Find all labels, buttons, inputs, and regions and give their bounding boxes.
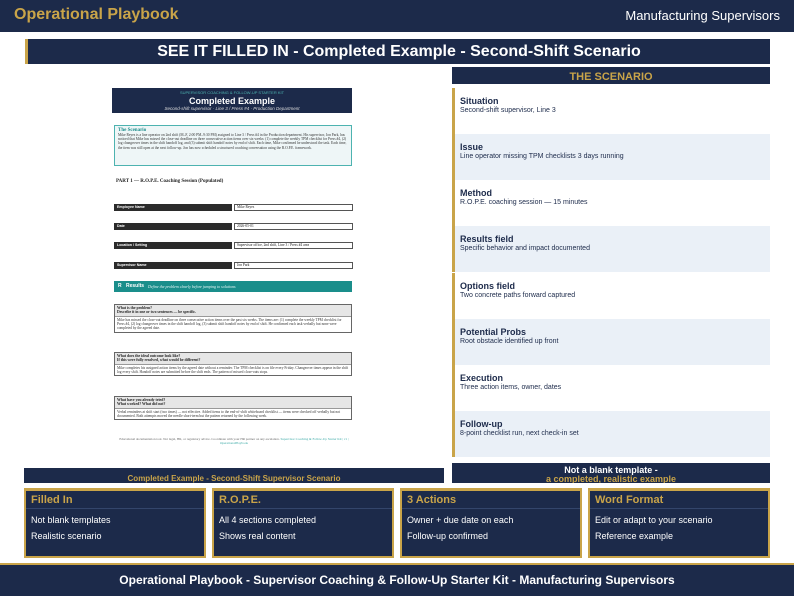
feature-card-rope: [212, 488, 394, 558]
feature-card-line: Follow-up confirmed: [407, 531, 489, 541]
feature-card-3-actions: [400, 488, 582, 558]
document-title: Completed Example: [188, 96, 276, 106]
question-header: [115, 305, 351, 317]
document-scenario-title: The Scenario: [118, 128, 147, 133]
question-answer: Verbal reminders at shift start (two times) — not effective. Added items to the end-of-shift whiteboard checklist — items were checked off verbally but not documented. Both attempts moved the needle short-term but the pattern returned by the following week.: [117, 409, 341, 419]
document-caption: [24, 468, 444, 483]
document-kit-label: SUPERVISOR COACHING & FOLLOW-UP STARTER KIT: [179, 90, 285, 95]
document-caption-text: Completed Example - Second-Shift Supervisor Scenario: [127, 474, 341, 483]
scenario-heading-text: THE SCENARIO: [569, 71, 653, 83]
form-row-employee: [114, 204, 353, 211]
feature-card-word-format: [588, 488, 770, 558]
document-footer-text: Educational documentation tool. Not legal, HR, or regulatory advice. Coordinate with your HR partner on any escalation.: [119, 437, 280, 441]
form-row-supervisor: [114, 262, 353, 269]
scenario-callout: [452, 463, 770, 483]
results-letter: R: [118, 283, 122, 289]
brand-title: Operational Playbook: [14, 6, 179, 23]
feature-card-line: All 4 sections completed: [219, 515, 317, 525]
scenario-row-issue: [452, 134, 770, 180]
form-label: Location / Setting: [114, 242, 232, 249]
form-value: 2026-05-01: [234, 223, 353, 230]
form-row-location: [114, 242, 353, 249]
question-header: [115, 353, 351, 365]
audience-label: Manufacturing Supervisors: [625, 8, 780, 23]
question-text: What is the problem?: [117, 306, 153, 310]
feature-card-line: Reference example: [595, 531, 674, 541]
scenario-row-value: Three action items, owner, dates: [460, 384, 562, 391]
scenario-row-value: 8-point checklist run, next check-in set: [460, 430, 579, 437]
feature-card-divider: [590, 508, 768, 509]
question-answer: Mike has missed the close-out deadline on three consecutive action items over the past six weeks. The items are: (1) complete the weekly TPM checklist for Press #4, (2) log changeover times in the shift handoff log, (3) submit shift handoff notes by end of shift. He confirmed each task verbally but none were completed by the agreed date.: [117, 317, 342, 331]
question-prompt: If this were fully resolved, what would be different?: [117, 358, 201, 363]
feature-card-line: Owner + due date on each: [407, 515, 514, 525]
scenario-row-value: Specific behavior and impact documented: [460, 245, 590, 252]
feature-card-title: 3 Actions: [407, 494, 457, 506]
scenario-callout-line2: a completed, realistic example: [545, 474, 677, 483]
feature-card-line: Edit or adapt to your scenario: [595, 515, 713, 525]
document-subtitle: Second-shift supervisor · Line 3 / Press #4 · Production Department: [164, 106, 300, 111]
feature-card-line: Shows real content: [219, 531, 296, 541]
scenario-row-follow-up: [452, 411, 770, 457]
question-text: What does the ideal outcome look like?: [117, 354, 181, 358]
scenario-row-label: Options field: [460, 281, 515, 291]
scenario-row-options: [452, 273, 770, 319]
scenario-callout-line1: Not a blank template -: [564, 465, 658, 475]
scenario-row-label: Execution: [460, 373, 504, 383]
question-prompt: Describe it in one or two sentences — be specific.: [117, 310, 197, 315]
form-value: Jon Park: [234, 262, 353, 269]
question-prompt: What worked? What did not?: [117, 402, 166, 407]
form-label: Supervisor Name: [114, 262, 232, 269]
question-header: [115, 397, 351, 409]
feature-card-title: Word Format: [595, 494, 664, 506]
scenario-heading: [452, 67, 770, 84]
scenario-row-value: Line operator missing TPM checklists 3 days running: [460, 153, 624, 160]
page-footer: [0, 563, 794, 596]
question-answer: Mike completes his assigned action items by the agreed date without a reminder. The TPM checklist is on file every Friday. Changeover times appear in the shift log every shift. Handoff notes are submitted before the shift ends. The pattern of missed close-outs stops.: [117, 365, 349, 375]
form-value: Mike Reyes: [234, 204, 353, 211]
feature-card-line: Not blank templates: [31, 515, 111, 525]
document-scenario-box: [114, 125, 352, 166]
scenario-row-label: Potential Probs: [460, 327, 527, 337]
form-row-date: [114, 223, 353, 230]
form-label: Employee Name: [114, 204, 232, 211]
feature-card-title: Filled In: [31, 494, 73, 506]
scenario-row-method: [452, 180, 770, 226]
scenario-row-value: Two concrete paths forward captured: [460, 292, 576, 299]
document-footer-link: Supervisor Coaching & Follow-Up Starter Kit | v1 | OperationalPlaybook: [219, 437, 349, 446]
feature-card-title: R.O.P.E.: [219, 494, 261, 506]
document-header: [112, 88, 352, 113]
question-text: What have you already tried?: [117, 398, 166, 402]
scenario-row-value: R.O.P.E. coaching session — 15 minutes: [460, 199, 588, 206]
scenario-row-label: Results field: [460, 234, 514, 244]
scenario-row-label: Situation: [460, 96, 499, 106]
form-label: Date: [114, 223, 232, 230]
question-box: [114, 304, 352, 333]
document-scenario-text: Mike Reyes is a line operator on 2nd shift (M–F, 2:00 PM–9:30 PM) assigned to Line 3 / Press #4 in the Production department. His supervisor, Jon Park, has noticed that Mike has missed the close-out deadline on three consecutive action items over six weeks: (1) complete the weekly TPM checklist for Press #4, (2) log changeover times in the shift handoff log, and (3) submit shift handoff notes by end of shift. Each time, Mike confirmed he understood the task. Each time, the item was still open at the next follow-up. Jon has now scheduled a structured coaching conversation using the R.O.P.E. framework.: [118, 133, 347, 150]
question-box: [114, 352, 352, 376]
top-header-bar: [0, 0, 794, 32]
scenario-row-value: Second-shift supervisor, Line 3: [460, 107, 556, 114]
feature-card-divider: [214, 508, 392, 509]
feature-card-line: Realistic scenario: [31, 531, 102, 541]
page-banner: [25, 39, 770, 64]
scenario-row-label: Method: [460, 188, 492, 198]
results-title: Results: [126, 283, 145, 289]
scenario-row-results: [452, 226, 770, 272]
feature-card-filled-in: [24, 488, 206, 558]
banner-title: SEE IT FILLED IN - Completed Example - Second-Shift Scenario: [157, 43, 641, 60]
scenario-row-situation: [452, 88, 770, 134]
footer-text: Operational Playbook - Supervisor Coaching & Follow-Up Starter Kit - Manufacturing Supervisors: [119, 573, 675, 587]
scenario-row-execution: [452, 365, 770, 411]
scenario-row-potential-probs: [452, 319, 770, 365]
feature-card-divider: [26, 508, 204, 509]
document-part-title: PART 1 — R.O.P.E. Coaching Session (Populated): [116, 179, 224, 184]
scenario-row-label: Follow-up: [460, 419, 503, 429]
form-value: Supervisor office, 2nd shift, Line 3 / Press #4 area: [234, 242, 353, 249]
scenario-row-value: Root obstacle identified up front: [460, 338, 559, 345]
document-footer: [116, 437, 352, 445]
results-description: Define the problem clearly before jumping to solutions: [148, 283, 236, 289]
results-section-bar: [114, 281, 352, 292]
document-preview: [112, 88, 353, 456]
question-box: [114, 396, 352, 420]
scenario-row-label: Issue: [460, 142, 484, 152]
feature-card-divider: [402, 508, 580, 509]
